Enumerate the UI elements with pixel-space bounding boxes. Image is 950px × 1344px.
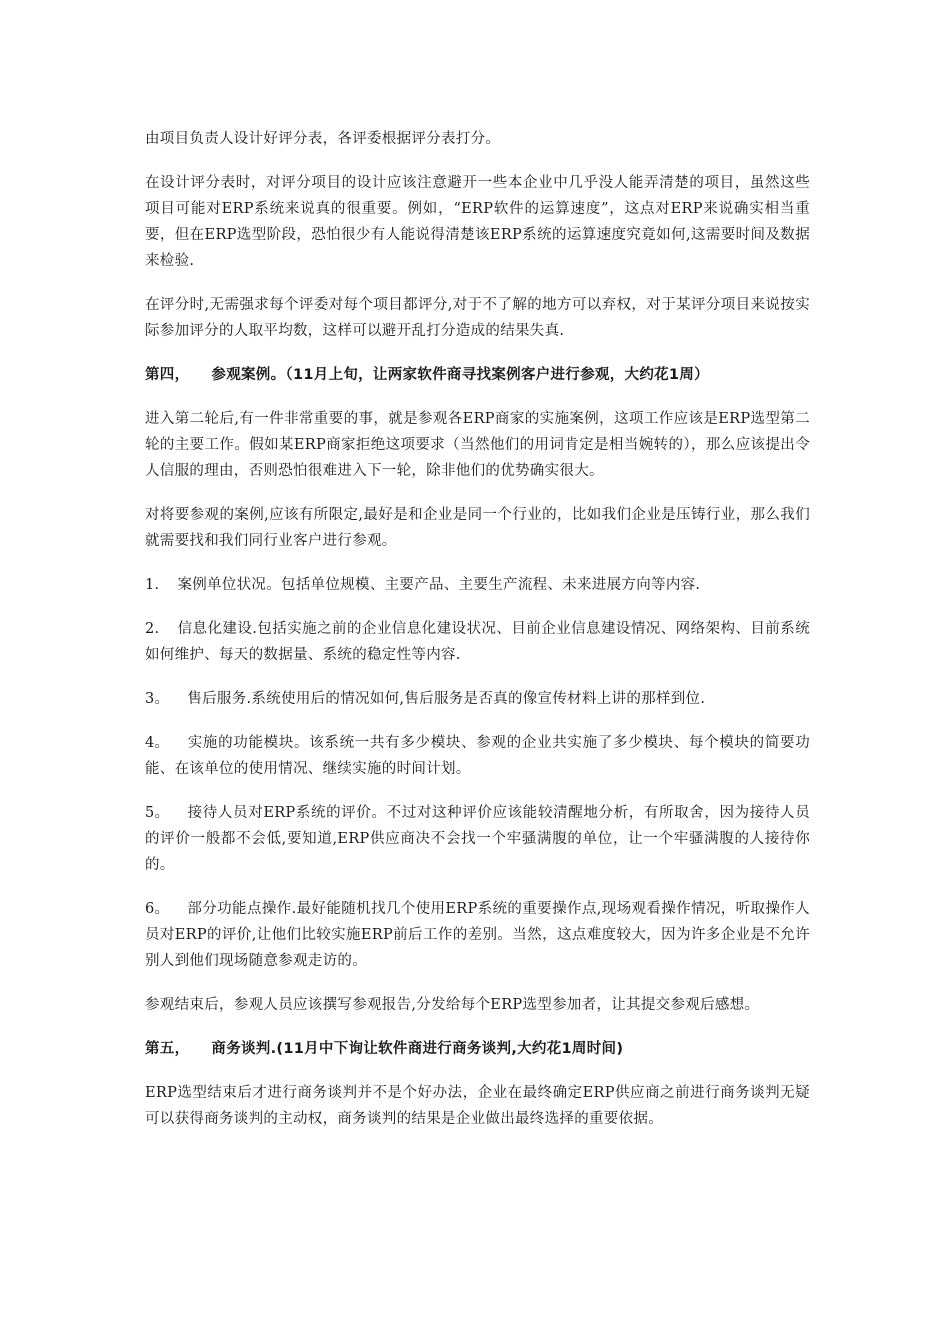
paragraph-scoring-rule: 在评分时,无需强求每个评委对每个项目都评分,对于不了解的地方可以弃权，对于某评分项目来说按实际参加评分的人取平均数，这样可以避开乱打分造成的结果失真. xyxy=(145,297,810,339)
list-item-number: 6。 xyxy=(145,901,170,917)
paragraph-visit-report: 参观结束后，参观人员应该撰写参观报告,分发给每个ERP选型参加者，让其提交参观后感想。 xyxy=(145,997,760,1013)
paragraph-scoring-design: 在设计评分表时，对评分项目的设计应该注意避开一些本企业中几乎没人能弄清楚的项目，虽然这些项目可能对ERP系统来说真的很重要。例如，“ERP软件的运算速度”，这点对ERP来说确实相当重要，但在ERP选型阶段，恐怕很少有人能说得清楚该ERP系统的运算速度究竟如何,这需要时间及数据来检验. xyxy=(145,175,810,269)
list-item-text: 售后服务.系统使用后的情况如何,售后服务是否真的像宣传材料上讲的那样到位. xyxy=(187,691,706,707)
list-item xyxy=(145,730,810,782)
list-item-text: 部分功能点操作.最好能随机找几个使用ERP系统的重要操作点,现场观看操作情况，听取操作人员对ERP的评价,让他们比较实施ERP前后工作的差别。当然，这点难度较大，因为许多企业是不允许别人到他们现场随意参观走访的。 xyxy=(145,901,810,969)
list-item-number: 2. xyxy=(145,621,160,637)
list-item-text: 实施的功能模块。该系统一共有多少模块、参观的企业共实施了多少模块、每个模块的简要功能、在该单位的使用情况、继续实施的时间计划。 xyxy=(145,735,810,777)
list-item-text: 案例单位状况。包括单位规模、主要产品、主要生产流程、未来进展方向等内容. xyxy=(177,577,701,593)
list-item-number: 3。 xyxy=(145,691,170,707)
paragraph-site-visit: 进入第二轮后,有一件非常重要的事，就是参观各ERP商家的实施案例，这项工作应该是ERP选型第二轮的主要工作。假如某ERP商家拒绝这项要求（当然他们的用词肯定是相当婉转的），那么应该提出令人信服的理由，否则恐怕很难进入下一轮，除非他们的优势确实很大。 xyxy=(145,411,810,479)
section-title-fourth: 参观案例。（11月上旬，让两家软件商寻找案例客户进行参观，大约花1周） xyxy=(211,367,709,383)
list-item xyxy=(145,686,810,712)
list-item xyxy=(145,572,810,598)
list-item xyxy=(145,896,810,974)
list-item xyxy=(145,616,810,668)
paragraph-negotiation: ERP选型结束后才进行商务谈判并不是个好办法，企业在最终确定ERP供应商之前进行商务谈判无疑可以获得商务谈判的主动权，商务谈判的结果是企业做出最终选择的重要依据。 xyxy=(145,1085,810,1127)
section-number-fourth: 第四， xyxy=(145,367,190,383)
list-item-number: 5。 xyxy=(145,805,170,821)
paragraph-visit-scope: 对将要参观的案例,应该有所限定,最好是和企业是同一个行业的，比如我们企业是压铸行业，那么我们就需要找和我们同行业客户进行参观。 xyxy=(145,507,810,549)
section-heading-fifth xyxy=(145,1036,810,1062)
list-item-number: 1. xyxy=(145,577,160,593)
paragraph-scoring-table: 由项目负责人设计好评分表，各评委根据评分表打分。 xyxy=(145,131,501,147)
section-heading-fourth xyxy=(145,362,810,388)
list-item xyxy=(145,800,810,878)
list-item-text: 信息化建设.包括实施之前的企业信息化建设状况、目前企业信息建设情况、网络架构、目前系统如何维护、每天的数据量、系统的稳定性等内容. xyxy=(145,621,810,663)
list-item-text: 接待人员对ERP系统的评价。不过对这种评价应该能较清醒地分析，有所取舍，因为接待人员的评价一般都不会低,要知道,ERP供应商决不会找一个牢骚满腹的单位，让一个牢骚满腹的人接待你的。 xyxy=(145,805,810,873)
document-page xyxy=(145,126,810,1150)
section-number-fifth: 第五， xyxy=(145,1041,190,1057)
list-item-number: 4。 xyxy=(145,735,170,751)
section-title-fifth: 商务谈判.(11月中下询让软件商进行商务谈判,大约花1周时间) xyxy=(211,1041,624,1057)
